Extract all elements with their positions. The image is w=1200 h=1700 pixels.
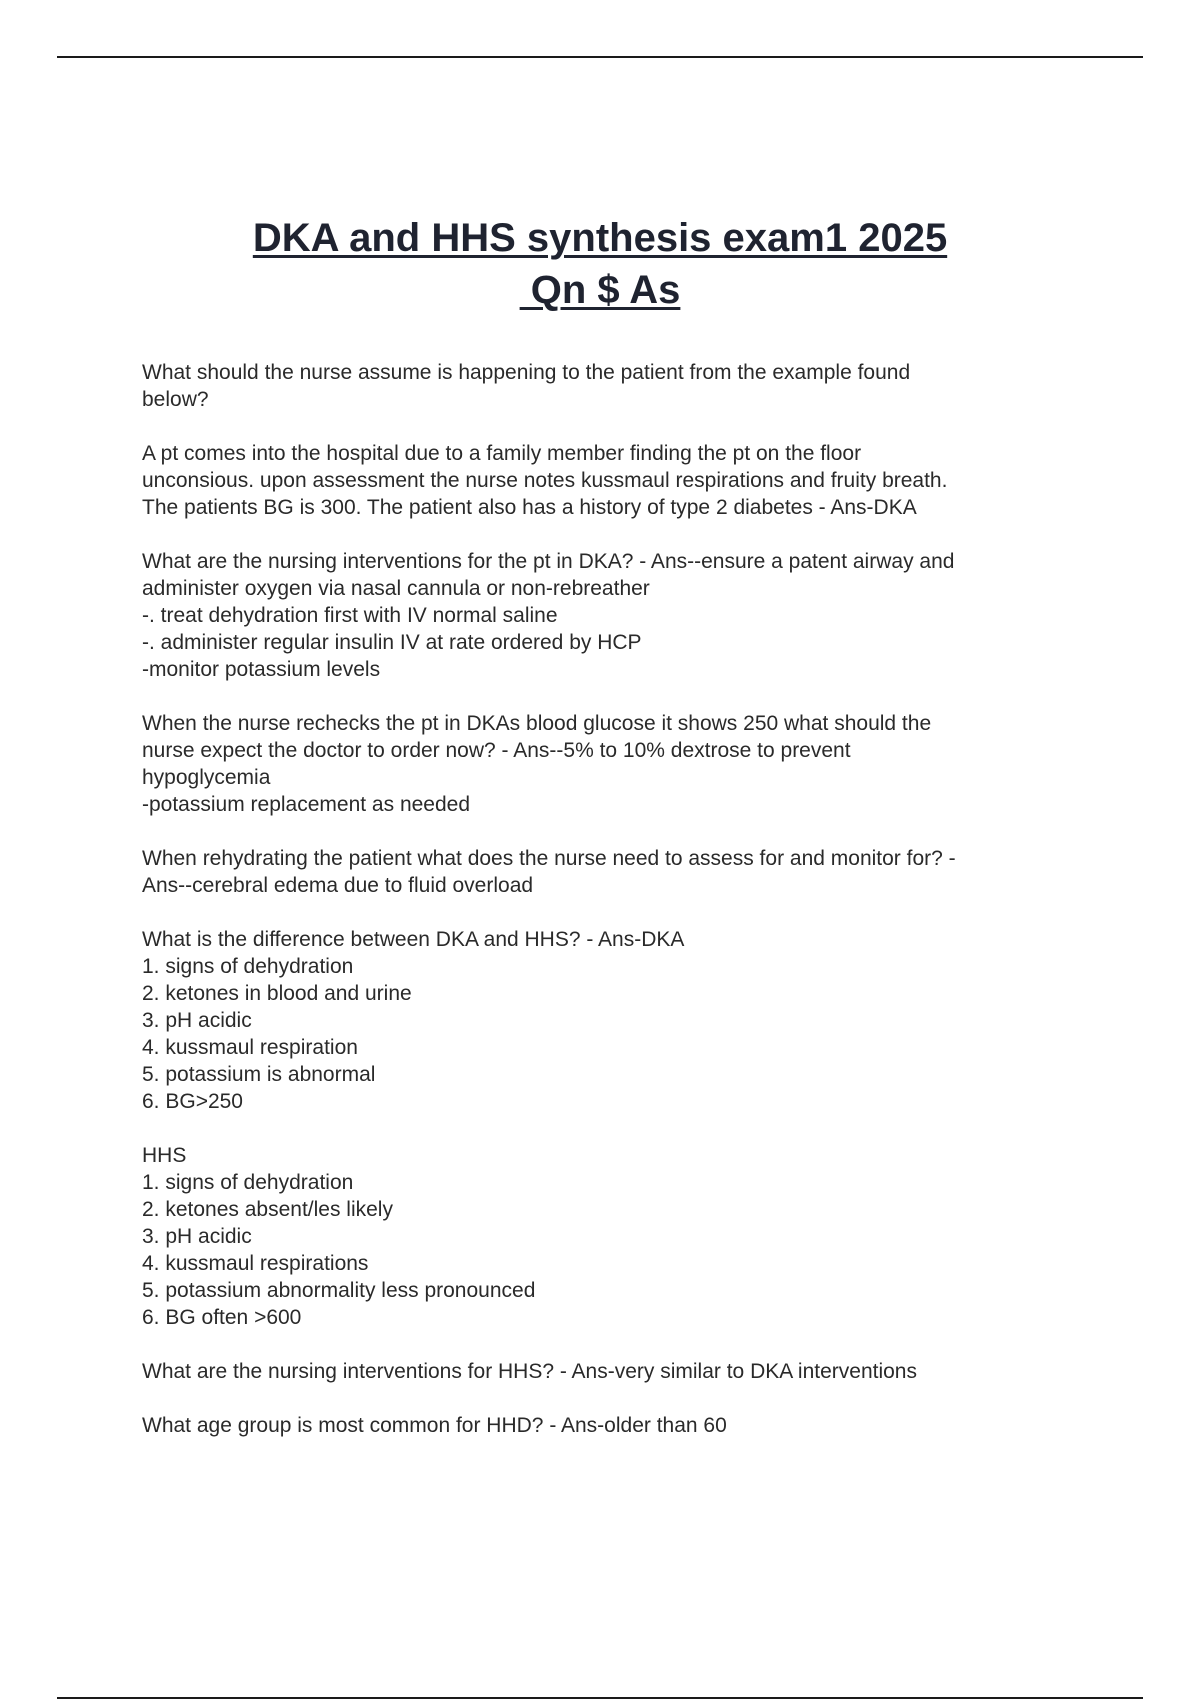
qa-paragraph [142, 359, 1082, 413]
text-line: 3. pH acidic [142, 1225, 252, 1248]
text-line: HHS [142, 1144, 187, 1167]
text-line: 4. kussmaul respiration [142, 1036, 358, 1059]
title-line-1: DKA and HHS synthesis exam1 2025 [252, 216, 948, 260]
qa-paragraph [142, 710, 1082, 818]
text-line: When the nurse rechecks the pt in DKAs blood glucose it shows 250 what should the [142, 712, 932, 735]
text-line: -. treat dehydration first with IV normal saline [142, 604, 558, 627]
text-line: What age group is most common for HHD? - Ans-older than 60 [142, 1414, 727, 1437]
text-line: 6. BG>250 [142, 1090, 243, 1113]
text-line: What are the nursing interventions for the pt in DKA? - Ans--ensure a patent airway and [142, 550, 955, 573]
qa-paragraph [142, 1142, 1082, 1331]
document-body [142, 359, 1082, 1466]
text-line: A pt comes into the hospital due to a family member finding the pt on the floor [142, 442, 862, 465]
qa-paragraph [142, 1412, 1082, 1439]
qa-paragraph [142, 440, 1082, 521]
text-line: What is the difference between DKA and HHS? - Ans-DKA [142, 928, 685, 951]
text-line: -potassium replacement as needed [142, 793, 471, 816]
text-line: 1. signs of dehydration [142, 1171, 354, 1194]
text-line: 4. kussmaul respirations [142, 1252, 369, 1275]
text-line: 2. ketones absent/les likely [142, 1198, 393, 1221]
qa-paragraph [142, 548, 1082, 683]
qa-paragraph [142, 926, 1082, 1115]
text-line: hypoglycemia [142, 766, 271, 789]
text-line: 6. BG often >600 [142, 1306, 302, 1329]
text-line: The patients BG is 300. The patient also has a history of type 2 diabetes - Ans-DKA [142, 496, 917, 519]
text-line: nurse expect the doctor to order now? - Ans--5% to 10% dextrose to prevent [142, 739, 851, 762]
text-line: 3. pH acidic [142, 1009, 252, 1032]
qa-paragraph [142, 1358, 1082, 1385]
bottom-rule [57, 1697, 1143, 1699]
text-line: administer oxygen via nasal cannula or non-rebreather [142, 577, 650, 600]
text-line: What should the nurse assume is happening to the patient from the example found [142, 361, 911, 384]
qa-paragraph [142, 845, 1082, 899]
text-line: 5. potassium is abnormal [142, 1063, 376, 1086]
text-line: When rehydrating the patient what does the nurse need to assess for and monitor for? - [142, 847, 956, 870]
text-line: What are the nursing interventions for HHS? - Ans-very similar to DKA interventions [142, 1360, 917, 1383]
text-line: 5. potassium abnormality less pronounced [142, 1279, 536, 1302]
document-title [0, 212, 1200, 316]
text-line: -monitor potassium levels [142, 658, 381, 681]
text-line: unconsious. upon assessment the nurse notes kussmaul respirations and fruity breath. [142, 469, 948, 492]
top-rule [57, 56, 1143, 58]
text-line: -. administer regular insulin IV at rate ordered by HCP [142, 631, 642, 654]
text-line: Ans--cerebral edema due to fluid overload [142, 874, 534, 897]
title-line-2: Qn $ As [519, 268, 681, 312]
text-line: below? [142, 388, 209, 411]
text-line: 1. signs of dehydration [142, 955, 354, 978]
text-line: 2. ketones in blood and urine [142, 982, 412, 1005]
